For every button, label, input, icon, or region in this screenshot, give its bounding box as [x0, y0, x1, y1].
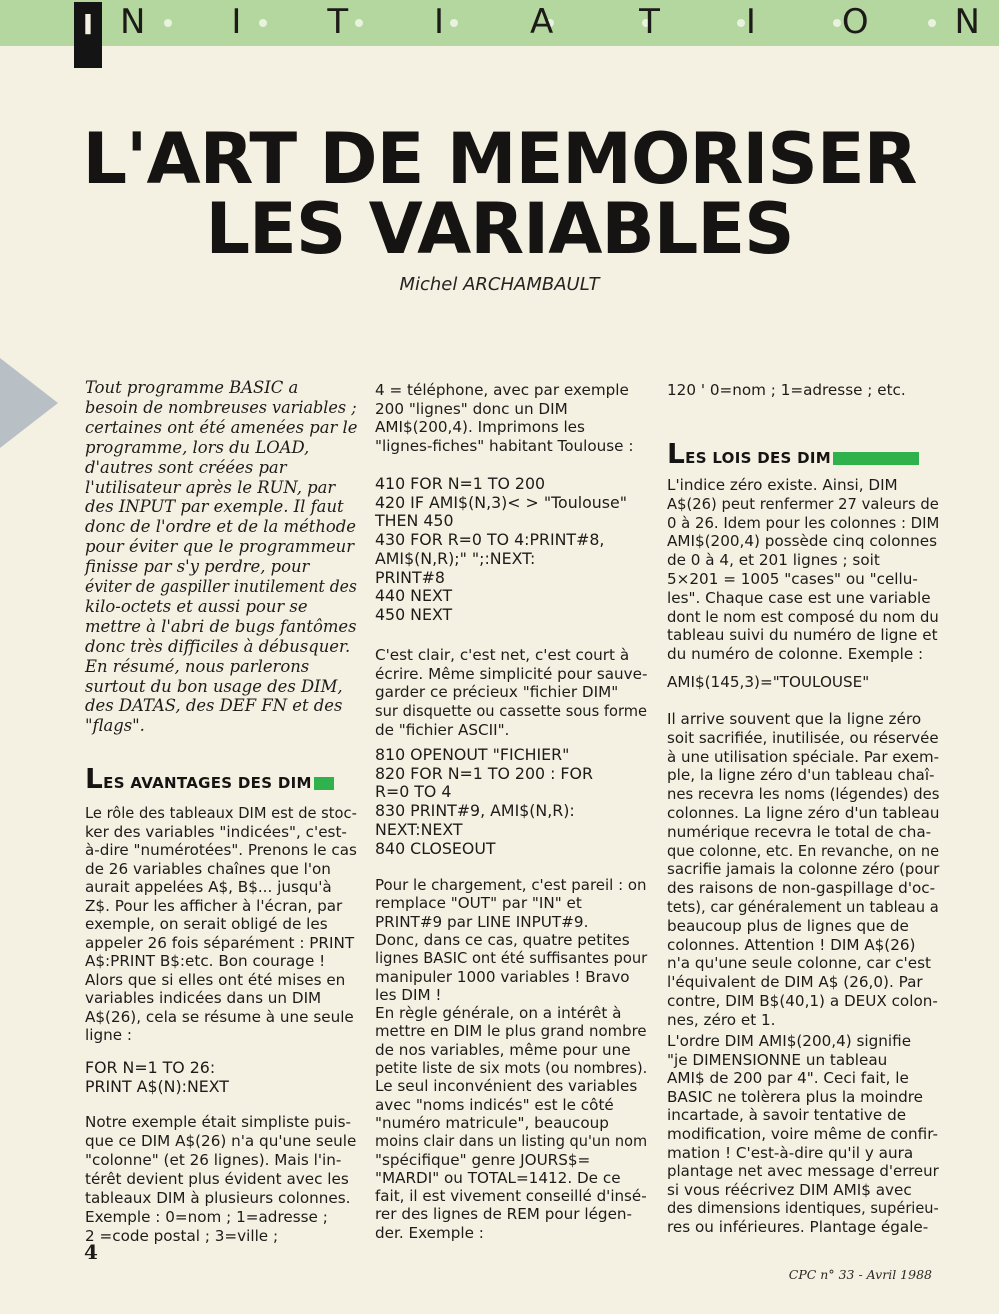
- body-line: les DIM !: [375, 985, 442, 1004]
- body-line: aurait appelées A$, B$... jusqu'à: [85, 878, 332, 896]
- article-title-line1: L'ART DE MEMORISER: [82, 118, 917, 200]
- body-line: A$:PRINT B$:etc. Bon courage !: [85, 952, 326, 970]
- code-line: THEN 450: [375, 511, 454, 531]
- body-line: Z$. Pour les afficher à l'écran, par: [85, 896, 343, 915]
- code-line: 810 OPENOUT "FICHIER": [375, 745, 570, 764]
- intro-line: certaines ont été amenées par le: [85, 417, 358, 437]
- body-line: AMI$(200,4) possède cinq colonnes: [667, 532, 938, 551]
- section-title-letter: N: [120, 2, 146, 42]
- section-title-letter: I: [434, 2, 445, 42]
- intro-line: En résumé, nous parlerons: [85, 656, 310, 676]
- body-line: modification, voire même de confir-: [667, 1125, 939, 1143]
- section-title-letter: O: [841, 2, 869, 42]
- intro-line: mettre à l'abri de bugs fantômes: [85, 616, 357, 636]
- body-line: tableaux DIM à plusieurs colonnes.: [85, 1189, 351, 1207]
- body-line: les". Chaque case est une variable: [667, 588, 931, 607]
- code-line: AMI$(N,R);" ";:NEXT:: [375, 548, 536, 568]
- intro-line: Tout programme BASIC a: [85, 378, 299, 397]
- code-line: FOR N=1 TO 26:: [85, 1058, 216, 1077]
- body-line: exemple, on serait obligé de les: [85, 915, 328, 933]
- section-title-letter: A: [529, 2, 554, 42]
- body-line: Pour le chargement, c'est pareil : on: [375, 876, 647, 894]
- body-line: à une utilisation spéciale. Par exem-: [667, 747, 939, 766]
- body-line: 4 = téléphone, avec par exemple: [375, 381, 629, 399]
- body-line: "numéro matricule", beaucoup: [375, 1113, 609, 1132]
- body-line: Alors que si elles ont été mises en: [85, 970, 346, 989]
- body-line: Donc, dans ce cas, quatre petites: [375, 930, 630, 949]
- body-line: 200 "lignes" donc un DIM: [375, 399, 568, 418]
- issue-footer: CPC n° 33 - Avril 1988: [788, 1267, 932, 1282]
- body-line: numérique recevra le total de cha-: [667, 822, 932, 841]
- body-line: Notre exemple était simpliste puis-: [85, 1113, 351, 1131]
- section-title-letter: T: [639, 2, 660, 42]
- body-line: 5×201 = 1005 "cases" ou "cellu-: [667, 570, 918, 588]
- body-line: L'ordre DIM AMI$(200,4) signifie: [667, 1032, 912, 1050]
- section-heading-initial: L: [667, 437, 686, 470]
- section-heading: [667, 437, 919, 470]
- body-line: ligne :: [85, 1026, 132, 1044]
- body-line: 2 =code postal ; 3=ville ;: [85, 1227, 279, 1245]
- section-heading-initial: L: [85, 762, 104, 795]
- body-line: n'a qu'une seule colonne, car c'est: [667, 954, 931, 973]
- body-line: BASIC ne tolèrera plus la moindre: [667, 1087, 924, 1106]
- intro-line: surtout du bon usage des DIM,: [85, 676, 343, 696]
- section-mark: [74, 2, 102, 68]
- body-line: ple, la ligne zéro d'un tableau chaî-: [667, 766, 935, 785]
- body-line: moins clair dans un listing qu'un nom: [375, 1132, 648, 1151]
- body-line: "MARDI" ou TOTAL=1412. De ce: [375, 1168, 621, 1187]
- body-line: colonnes. Attention ! DIM A$(26): [667, 935, 916, 954]
- body-line: "colonne" (et 26 lignes). Mais l'in-: [85, 1151, 342, 1169]
- body-line: L'indice zéro existe. Ainsi, DIM: [667, 476, 898, 494]
- intro-line: pour éviter que le programmeur: [85, 537, 355, 557]
- body-line: contre, DIM B$(40,1) a DEUX colon-: [667, 992, 938, 1010]
- intro-line: "flags".: [85, 716, 145, 736]
- code-line: PRINT#8: [375, 567, 445, 587]
- body-line: Le rôle des tableaux DIM est de stoc-: [85, 804, 357, 822]
- body-line: incartade, à savoir tentative de: [667, 1106, 907, 1125]
- section-heading-text: ES AVANTAGES DES DIM: [103, 774, 312, 792]
- body-line: sur disquette ou cassette sous forme: [375, 702, 648, 721]
- body-line: "je DIMENSIONNE un tableau: [667, 1050, 888, 1069]
- body-line: écrire. Même simplicité pour sauve-: [375, 664, 648, 683]
- body-line: res ou inférieures. Plantage égale-: [667, 1218, 929, 1236]
- body-line: Le seul inconvénient des variables: [375, 1077, 638, 1096]
- body-line: de "fichier ASCII".: [375, 720, 510, 739]
- intro-line: l'utilisateur après le RUN, par: [85, 477, 336, 497]
- intro-line: donc très difficiles à débusquer.: [85, 636, 351, 656]
- page-number: 4: [84, 1240, 98, 1264]
- body-line: à-dire "numérotées". Prenons le cas: [85, 841, 357, 859]
- section-mark-letter: I: [82, 8, 94, 41]
- body-line: 120 ' 0=nom ; 1=adresse ; etc.: [667, 381, 906, 399]
- section-title-letter: I: [231, 2, 242, 42]
- body-line: "lignes-fiches" habitant Toulouse :: [375, 437, 634, 456]
- body-line: fait, il est vivement conseillé d'insé-: [375, 1187, 647, 1206]
- body-line: tableau suivi du numéro de ligne et: [667, 626, 938, 645]
- code-line: 420 IF AMI$(N,3)< > "Toulouse": [375, 492, 628, 512]
- intro-line: kilo-octets et aussi pour se: [85, 596, 308, 616]
- intro-line: des DATAS, des DEF FN et des: [85, 696, 343, 716]
- body-line: PRINT#9 par LINE INPUT#9.: [375, 912, 589, 931]
- body-line: A$(26), cela se résume à une seule: [85, 1007, 354, 1026]
- intro-line: d'autres sont créées par: [85, 457, 287, 477]
- section-heading: [85, 762, 334, 795]
- body-line: dont le nom est composé du nom du: [667, 607, 939, 626]
- body-line: A$(26) peut renfermer 27 valeurs de: [667, 494, 939, 513]
- body-line: sacrifie jamais la colonne zéro (pour: [667, 860, 940, 879]
- code-line: NEXT:NEXT: [375, 819, 463, 839]
- code-line: 450 NEXT: [375, 604, 453, 624]
- intro-line: programme, lors du LOAD,: [85, 437, 310, 457]
- body-line: AMI$ de 200 par 4". Ceci fait, le: [667, 1069, 909, 1088]
- body-line: En règle générale, on a intérêt à: [375, 1004, 622, 1023]
- body-line: si vous réécrivez DIM AMI$ avec: [667, 1180, 912, 1199]
- body-line: tets), car généralement un tableau a: [667, 898, 939, 916]
- section-title-letter: I: [745, 2, 756, 42]
- body-line: nes recevra les noms (légendes) des: [667, 785, 940, 804]
- body-line: C'est clair, c'est net, c'est court à: [375, 646, 630, 664]
- intro-arrow-icon: [0, 358, 58, 448]
- body-line: der. Exemple :: [375, 1223, 484, 1242]
- intro-line: des INPUT par exemple. Il faut: [85, 497, 344, 517]
- code-line: PRINT A$(N):NEXT: [85, 1076, 229, 1096]
- code-line: R=0 TO 4: [375, 782, 452, 802]
- intro-line: éviter de gaspiller inutilement des: [85, 577, 357, 596]
- body-line: l'équivalent de DIM A$ (26,0). Par: [667, 973, 923, 992]
- body-line: que ce DIM A$(26) n'a qu'une seule: [85, 1132, 357, 1150]
- body-line: nes, zéro et 1.: [667, 1010, 776, 1029]
- body-line: colonnes. La ligne zéro d'un tableau: [667, 804, 940, 822]
- body-line: petite liste de six mots (ou nombres).: [375, 1059, 648, 1077]
- body-line: remplace "OUT" par "IN" et: [375, 894, 582, 913]
- section-heading-bar: [314, 777, 334, 790]
- body-line: térêt devient plus évident avec les: [85, 1170, 349, 1188]
- body-line: appeler 26 fois séparément : PRINT: [85, 933, 355, 952]
- section-title-letter: T: [327, 2, 349, 42]
- section-heading-bar: [833, 452, 919, 465]
- intro-line: besoin de nombreuses variables ;: [85, 397, 357, 417]
- article-title: [0, 118, 999, 270]
- body-line: AMI$(200,4). Imprimons les: [375, 418, 585, 437]
- code-line: 840 CLOSEOUT: [375, 838, 496, 858]
- body-line: plantage net avec message d'erreur: [667, 1162, 939, 1181]
- article-title-line2: LES VARIABLES: [205, 188, 794, 270]
- code-line: 440 NEXT: [375, 586, 453, 606]
- body-line: des dimensions identiques, supérieu-: [667, 1199, 939, 1218]
- code-line: 430 FOR R=0 TO 4:PRINT#8,: [375, 530, 605, 550]
- body-line: lignes BASIC ont été suffisantes pour: [375, 949, 648, 968]
- body-line: du numéro de colonne. Exemple :: [667, 645, 924, 664]
- body-line: Il arrive souvent que la ligne zéro: [667, 710, 922, 728]
- section-heading-text: ES LOIS DES DIM: [685, 449, 831, 467]
- body-line: de nos variables, même pour une: [375, 1040, 631, 1059]
- section-title: [120, 2, 980, 42]
- article-author: Michel ARCHAMBAULT: [399, 274, 600, 295]
- body-line: beaucoup plus de lignes que de: [667, 916, 909, 935]
- body-line: mettre en DIM le plus grand nombre: [375, 1022, 647, 1041]
- body-line: de 26 variables chaînes que l'on: [85, 859, 331, 878]
- body-line: avec "noms indicés" est le côté: [375, 1095, 614, 1114]
- body-line: soit sacrifiée, inutilisée, ou réservée: [667, 728, 939, 747]
- body-line: de 0 à 4, et 201 lignes ; soit: [667, 551, 880, 570]
- body-line: des raisons de non-gaspillage d'oc-: [667, 879, 936, 898]
- body-line: AMI$(145,3)="TOULOUSE": [667, 673, 870, 691]
- body-line: rer des lignes de REM pour légen-: [375, 1205, 633, 1224]
- intro-line: finisse par s'y perdre, pour: [85, 557, 310, 577]
- code-line: 830 PRINT#9, AMI$(N,R):: [375, 801, 575, 821]
- body-line: manipuler 1000 variables ! Bravo: [375, 967, 630, 986]
- body-line: Exemple : 0=nom ; 1=adresse ;: [85, 1208, 328, 1226]
- body-line: ker des variables "indicées", c'est-: [85, 822, 347, 841]
- body-line: "spécifique" genre JOURS$=: [375, 1150, 591, 1169]
- body-line: que colonne, etc. En revanche, on ne: [667, 841, 940, 860]
- body-line: variables indicées dans un DIM: [85, 989, 322, 1007]
- body-line: mation ! C'est-à-dire qu'il y aura: [667, 1143, 914, 1162]
- intro-line: donc de l'ordre et de la méthode: [85, 517, 356, 537]
- body-line: garder ce précieux "fichier DIM": [375, 683, 619, 702]
- section-title-letter: N: [954, 2, 980, 42]
- code-line: 820 FOR N=1 TO 200 : FOR: [375, 763, 593, 783]
- code-line: 410 FOR N=1 TO 200: [375, 474, 546, 493]
- body-line: 0 à 26. Idem pour les colonnes : DIM: [667, 513, 940, 532]
